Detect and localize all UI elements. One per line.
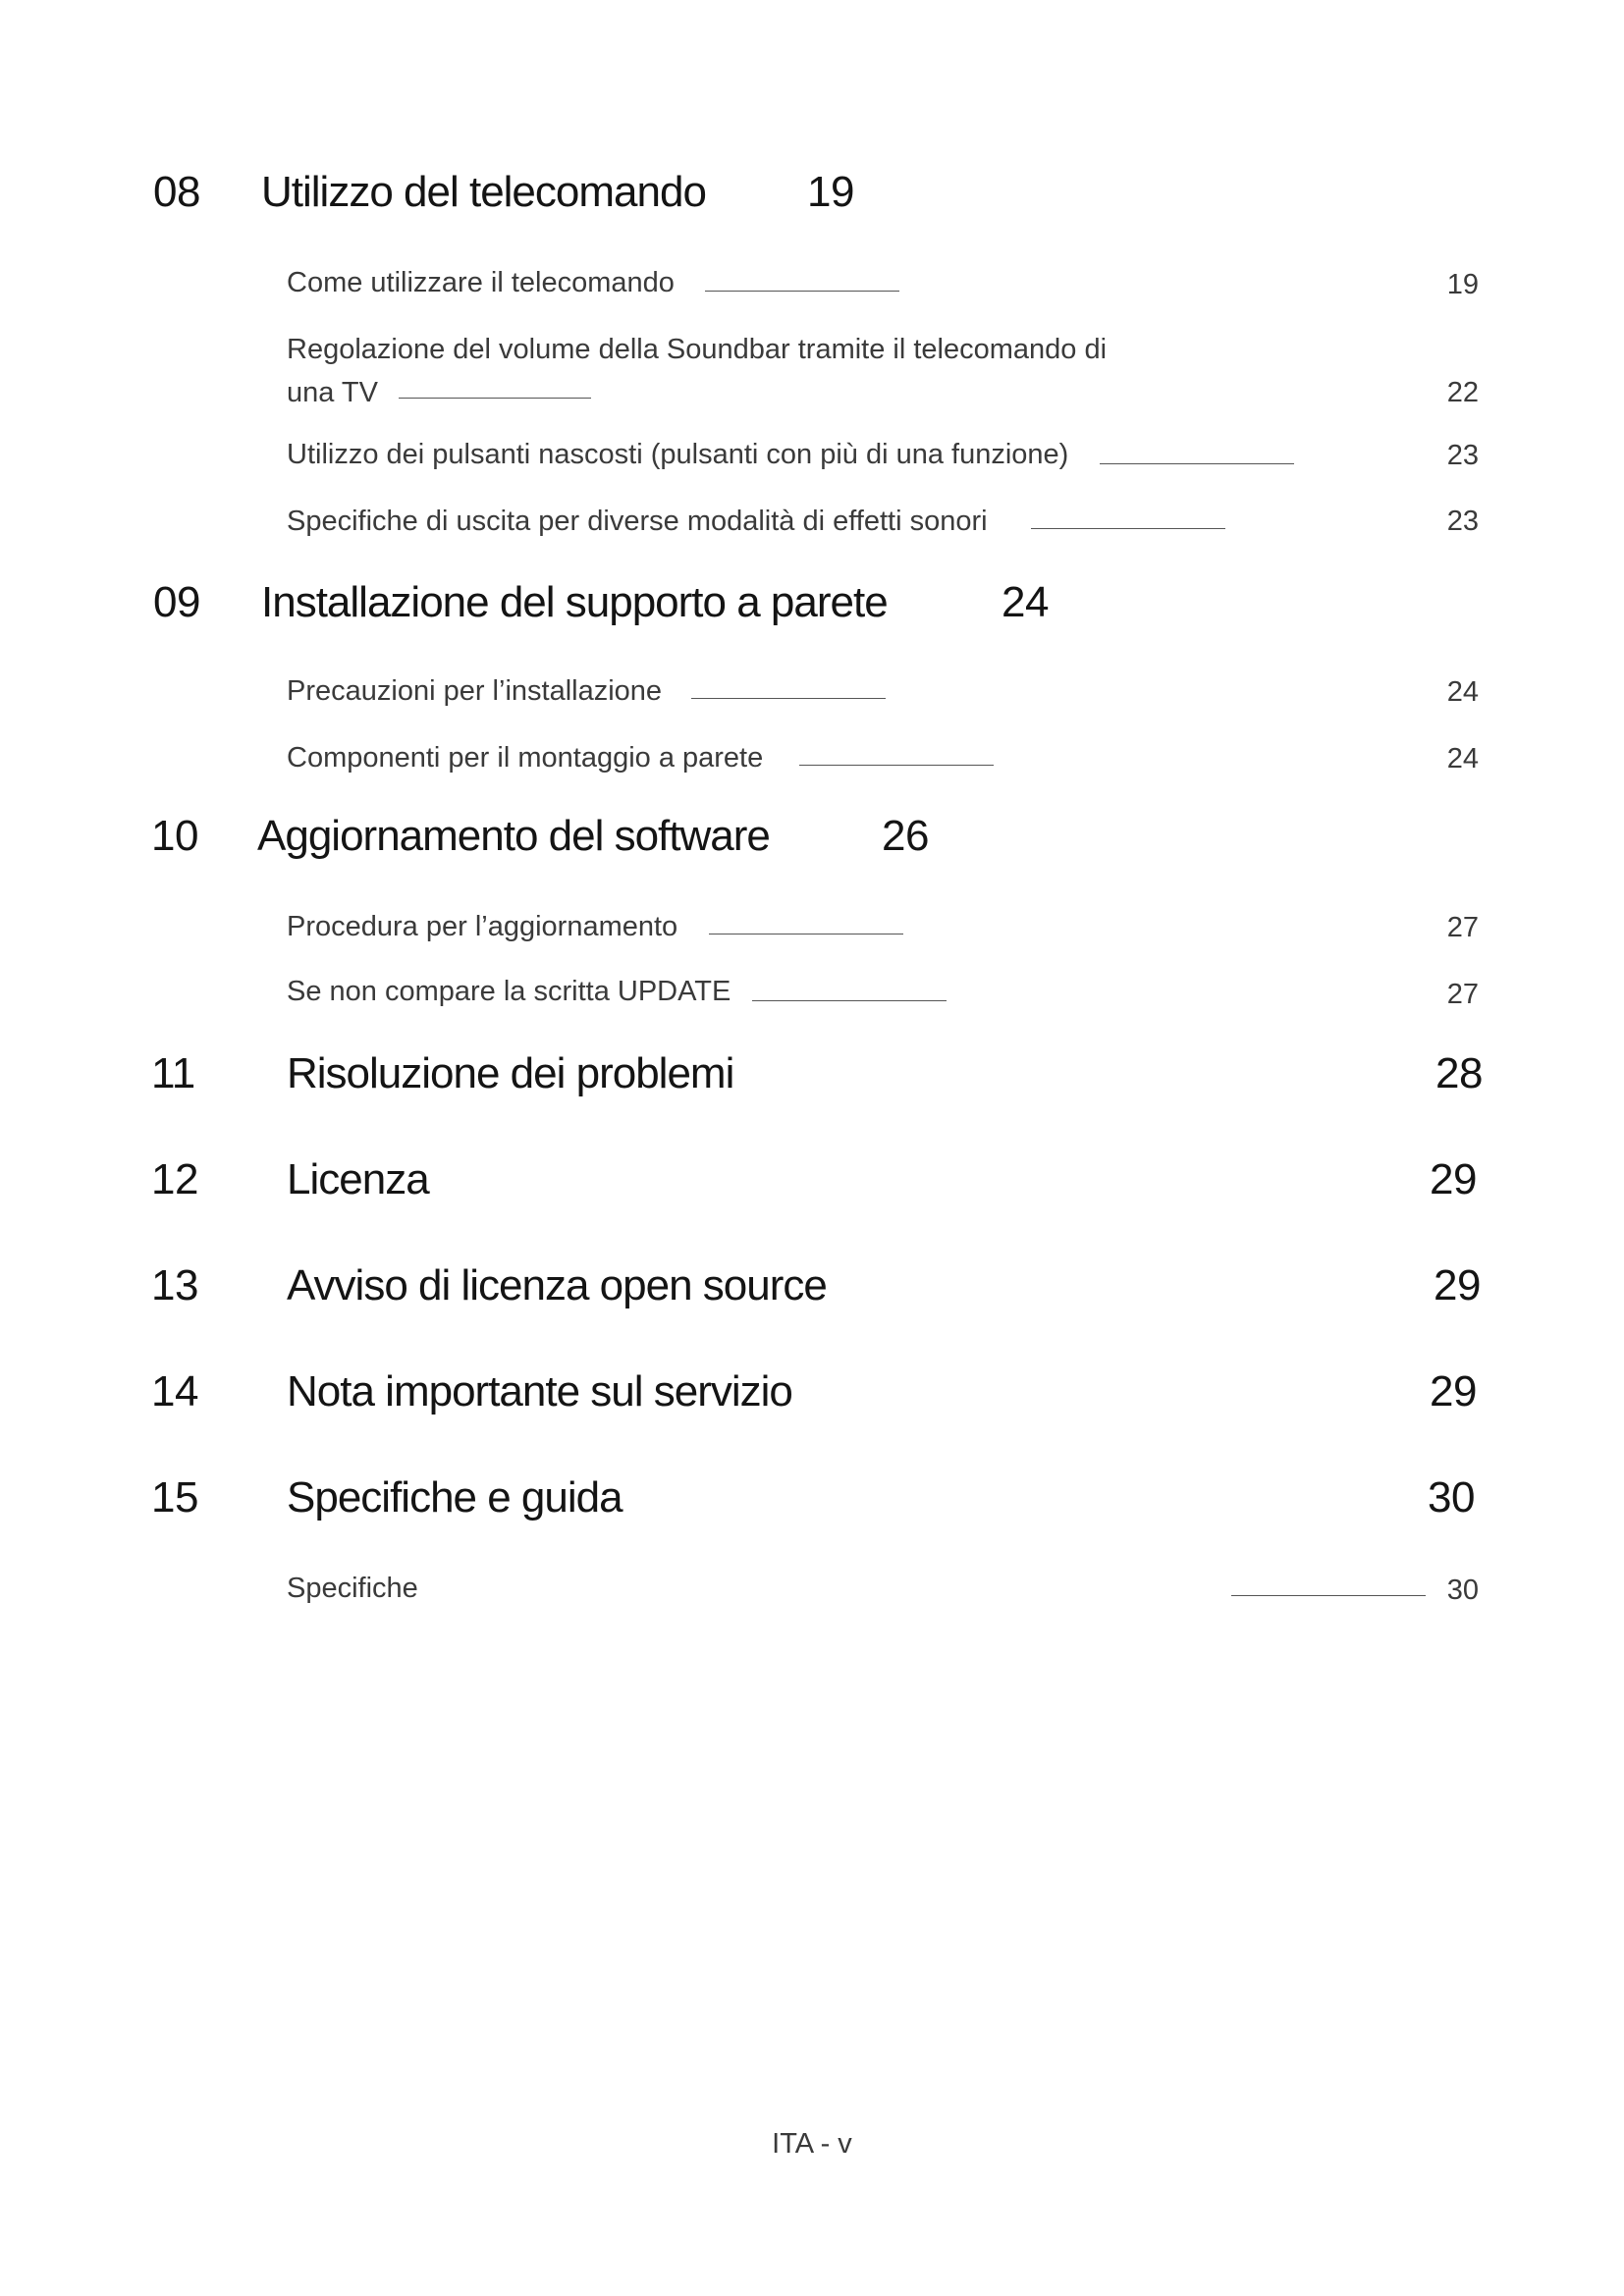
section-number: 12 [151, 1155, 198, 1203]
section-number: 10 [151, 812, 198, 860]
section-number: 15 [151, 1473, 198, 1522]
leader-line [799, 765, 994, 766]
section-title[interactable]: Aggiornamento del software [257, 812, 770, 860]
section-page-number: 24 [1001, 578, 1049, 626]
section-number: 08 [153, 168, 200, 216]
toc-entry-label[interactable]: Componenti per il montaggio a parete [287, 742, 764, 774]
section-page-number: 29 [1430, 1155, 1477, 1203]
toc-entry-label[interactable]: Specifiche di uscita per diverse modalità di effetti sonori [287, 506, 988, 537]
section-page-number: 19 [807, 168, 854, 216]
toc-entry-label[interactable]: una TV [287, 377, 378, 408]
toc-entry-page: 30 [1446, 1575, 1479, 1606]
toc-entry-label[interactable]: Utilizzo dei pulsanti nascosti (pulsanti con più di una funzione) [287, 439, 1069, 470]
toc-entry-page: 27 [1446, 979, 1479, 1010]
section-page-number: 28 [1435, 1049, 1483, 1097]
toc-entry-label[interactable]: Specifiche [287, 1573, 418, 1604]
section-title[interactable]: Installazione del supporto a parete [261, 578, 888, 626]
section-title[interactable]: Risoluzione dei problemi [287, 1049, 734, 1097]
leader-line [1031, 528, 1225, 529]
toc-entry-page: 23 [1446, 506, 1479, 537]
section-page-number: 30 [1428, 1473, 1475, 1522]
page-footer: ITA - v [772, 2128, 852, 2160]
leader-line [752, 1000, 947, 1001]
leader-line [691, 698, 886, 699]
section-page-number: 29 [1434, 1261, 1481, 1309]
toc-entry-label[interactable]: Precauzioni per l’installazione [287, 675, 663, 707]
section-title[interactable]: Avviso di licenza open source [287, 1261, 827, 1309]
toc-entry-label[interactable]: Se non compare la scritta UPDATE [287, 976, 731, 1007]
section-number: 09 [153, 578, 200, 626]
toc-entry-page: 22 [1446, 377, 1479, 408]
section-number: 13 [151, 1261, 198, 1309]
toc-entry-label[interactable]: Come utilizzare il telecomando [287, 267, 675, 298]
leader-line [1231, 1595, 1426, 1596]
toc-entry-page: 19 [1446, 269, 1479, 300]
section-title[interactable]: Specifiche e guida [287, 1473, 623, 1522]
toc-entry-page: 24 [1446, 743, 1479, 774]
toc-entry-page: 27 [1446, 912, 1479, 943]
toc-entry-page: 24 [1446, 676, 1479, 708]
section-title[interactable]: Utilizzo del telecomando [261, 168, 706, 216]
leader-line [399, 398, 591, 399]
section-page-number: 26 [882, 812, 929, 860]
leader-line [705, 291, 899, 292]
toc-entry-label[interactable]: Procedura per l’aggiornamento [287, 911, 678, 942]
section-title[interactable]: Licenza [287, 1155, 429, 1203]
section-number: 11 [151, 1049, 195, 1097]
section-title[interactable]: Nota importante sul servizio [287, 1367, 792, 1415]
leader-line [1100, 463, 1294, 464]
section-page-number: 29 [1430, 1367, 1477, 1415]
toc-entry-page: 23 [1446, 440, 1479, 471]
toc-entry-label[interactable]: Regolazione del volume della Soundbar tramite il telecomando di [287, 334, 1108, 365]
section-number: 14 [151, 1367, 198, 1415]
